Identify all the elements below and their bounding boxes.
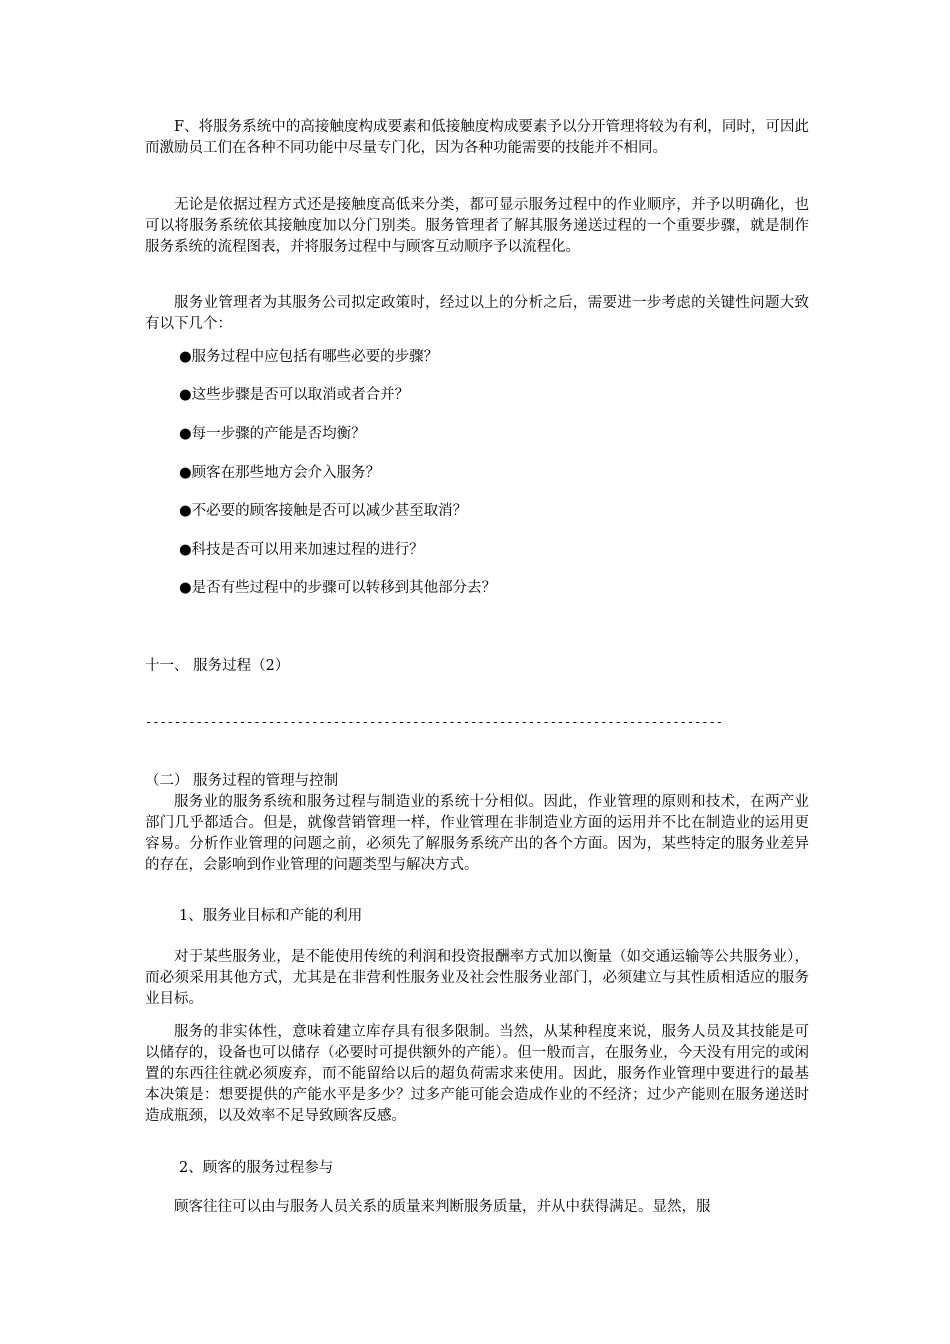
bullet-item: ●科技是否可以用来加速过程的进行？ <box>179 542 424 558</box>
section-heading: 十一、 服务过程（2） <box>145 658 290 674</box>
subsection-heading: （二） 服务过程的管理与控制 <box>145 773 339 789</box>
paragraph-capacity-inventory: 服务的非实体性，意味着建立库存具有很多限制。当然，从某种程度来说，服务人员及其技能是可以储存的，设备也可以储存（必要时可提供额外的产能）。但一般而言，在服务业，今天没有用完的或闲置的东西往往就必须废弃，而不能留给以后的超负荷需求来使用。因此，服务作业管理中要进行的最基本决策是：想要提供的产能水平是多少？过多产能可能会造成作业的不经济；过少产能则在服务递送时造成瓶颈，以及效率不足导致顾客反感。 <box>145 1024 809 1124</box>
bullet-item: ●顾客在那些地方会介入服务？ <box>179 465 381 481</box>
bullet-item: ●每一步骤的产能是否均衡？ <box>179 426 366 442</box>
paragraph-high-low-contact: F、将服务系统中的高接触度构成要素和低接触度构成要素予以分开管理将较为有利，同时，可因此而激励员工们在各种不同功能中尽量专门化，因为各种功能需要的技能并不相同。 <box>145 119 809 156</box>
item-heading-objectives: 1、服务业目标和产能的利用 <box>179 908 363 924</box>
item-heading-participation: 2、顾客的服务过程参与 <box>179 1160 334 1176</box>
divider-line: -------------------------------------------------------------------------------- <box>145 715 723 729</box>
paragraph-nonprofit-objectives: 对于某些服务业，是不能使用传统的利润和投资报酬率方式加以衡量（如交通运输等公共服务业），而必须采用其他方式，尤其是在非营利性服务业及社会性服务业部门，必须建立与其性质相适应的服务业目标。 <box>145 949 809 1007</box>
paragraph-service-vs-manufacturing: 服务业的服务系统和服务过程与制造业的系统十分相似。因此，作业管理的原则和技术，在两产业部门几乎都适合。但是，就像营销管理一样，作业管理在非制造业方面的运用并不比在制造业的运用更容易。分析作业管理的问题之前，必须先了解服务系统产出的各个方面。因为，某些特定的服务业差异的存在，会影响到作业管理的问题类型与解决方式。 <box>145 794 809 873</box>
paragraph-key-questions-intro: 服务业管理者为其服务公司拟定政策时，经过以上的分析之后，需要进一步考虑的关键性问题大致有以下几个： <box>145 295 809 332</box>
paragraph-process-classification: 无论是依据过程方式还是接触度高低来分类，都可显示服务过程中的作业顺序，并予以明确化，也可以将服务系统依其接触度加以分门别类。服务管理者了解其服务递送过程的一个重要步骤，就是制作服务系统的流程图表，并将服务过程中与顾客互动顺序予以流程化。 <box>145 197 809 255</box>
bullet-item: ●这些步骤是否可以取消或者合并？ <box>179 387 410 403</box>
bullet-item: ●是否有些过程中的步骤可以转移到其他部分去？ <box>179 580 497 596</box>
bullet-item: ●不必要的顾客接触是否可以减少甚至取消？ <box>179 503 468 519</box>
paragraph-customer-quality: 顾客往往可以由与服务人员关系的质量来判断服务质量，并从中获得满足。显然，服 <box>174 1199 711 1215</box>
bullet-item: ●服务过程中应包括有哪些必要的步骤？ <box>179 349 439 365</box>
